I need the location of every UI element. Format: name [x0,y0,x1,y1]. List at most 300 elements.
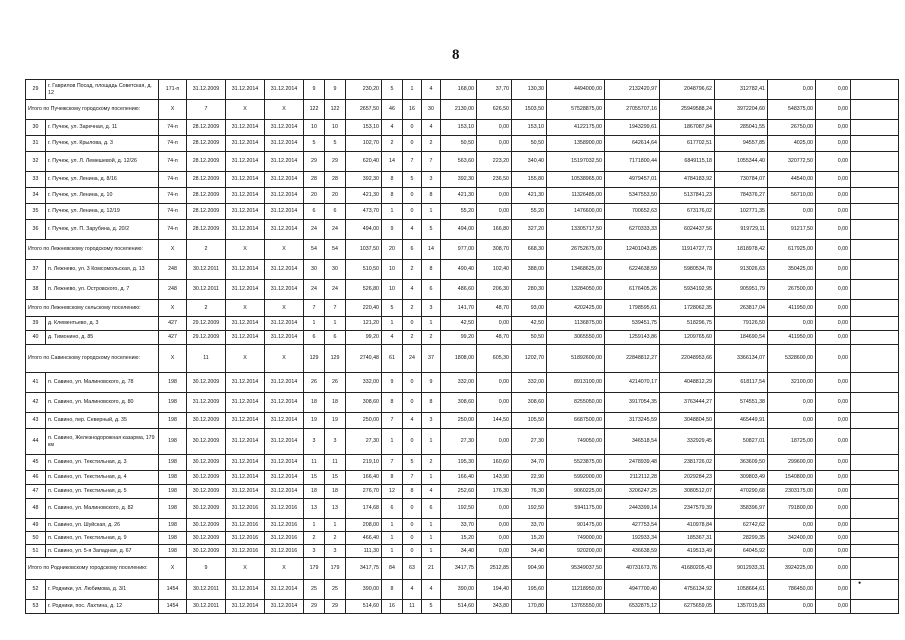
cell-c1: 20 [304,188,325,204]
cell-d3: 31.12.2014 [265,204,304,220]
cell-p3: 6 [422,280,441,300]
cell-doc: 198 [159,499,187,519]
empty-cell [851,220,899,240]
cell-n: 41 [26,373,46,393]
table-row [26,393,899,413]
cell-s4: 28299,35 [715,532,768,545]
cell-a2: 494,00 [441,220,477,240]
cell-a1: 2657,50 [346,100,382,120]
cell-s4: 102771,35 [715,204,768,220]
cell-p3: 1 [422,545,441,558]
cell-p1: 7 [382,455,403,471]
cell-d2: 31.12.2014 [226,152,265,172]
cell-s2: 4947700,40 [605,580,660,600]
cell-a4: 192,50 [512,499,547,519]
cell-d1: 30.12.2009 [187,373,226,393]
cell-s2: 6532875,12 [605,600,660,614]
cell-d3: 31.12.2014 [265,600,304,614]
table-row [26,413,899,429]
cell-a3: 37,70 [477,80,512,100]
cell-a2: 390,00 [441,580,477,600]
scan-dot: • [858,578,862,588]
cell-s5: 44540,00 [768,172,816,188]
cell-a4: 27,30 [512,429,547,455]
cell-s3: 11914727,73 [660,240,715,260]
cell-s3: 41680205,43 [660,558,715,580]
cell-p3: 7 [422,152,441,172]
cell-s5: 0,00 [768,317,816,331]
cell-s5: 342400,00 [768,532,816,545]
cell-addr: г. Пучеж, ул. Ленина, д. 12/19 [46,204,159,220]
cell-s3: 673176,02 [660,204,715,220]
cell-a2: 141,70 [441,300,477,317]
cell-c1: 28 [304,172,325,188]
cell-c1: 3 [304,545,325,558]
cell-c2: 179 [325,558,346,580]
cell-n: 37 [26,260,46,280]
cell-p1: 1 [382,204,403,220]
cell-s5: 548375,00 [768,100,816,120]
empty-cell [851,152,899,172]
cell-s3: 419513,49 [660,545,715,558]
cell-s1: 10538965,00 [547,172,605,188]
cell-n: 38 [26,280,46,300]
cell-c2: 19 [325,413,346,429]
empty-cell [851,455,899,471]
cell-d2: 31.12.2014 [226,600,265,614]
cell-p3: 5 [422,600,441,614]
cell-s1: 4494000,00 [547,80,605,100]
cell-p2: 0 [403,499,422,519]
cell-a2: 252,60 [441,485,477,499]
cell-d1: 28.12.2009 [187,152,226,172]
cell-s6: 0,00 [816,280,851,300]
cell-s4: 263817,04 [715,300,768,317]
cell-d3: 31.12.2014 [265,188,304,204]
cell-p1: 6 [382,499,403,519]
cell-s5: 267500,00 [768,280,816,300]
cell-s6: 0,00 [816,545,851,558]
cell-n: 40 [26,331,46,345]
cell-s4: 3972204,60 [715,100,768,120]
cell-a4: 195,60 [512,580,547,600]
table-row [26,136,899,152]
cell-p3: 37 [422,345,441,373]
cell-p3: 30 [422,100,441,120]
cell-n: 29 [26,80,46,100]
cell-s2: 3917054,35 [605,393,660,413]
cell-s6: 0,00 [816,100,851,120]
empty-cell [851,317,899,331]
cell-c1: 24 [304,220,325,240]
cell-d1: 29.12.2009 [187,331,226,345]
cell-s6: 0,00 [816,120,851,136]
cell-d3: 31.12.2014 [265,172,304,188]
cell-s2: 5347553,50 [605,188,660,204]
cell-s2: 427753,54 [605,519,660,532]
cell-s2: 2478939,48 [605,455,660,471]
cell-c1: 11 [304,455,325,471]
cell-a4: 668,30 [512,240,547,260]
cell-s5: 320772,50 [768,152,816,172]
cell-s5: 26750,00 [768,120,816,136]
cell-p1: 9 [382,373,403,393]
cell-doc: 74-п [159,204,187,220]
empty-cell [851,80,899,100]
cell-c1: 2 [304,532,325,545]
cell-s6: 0,00 [816,152,851,172]
cell-d1: 7 [187,100,226,120]
cell-s4: 312782,41 [715,80,768,100]
cell-addr: п. Савино, ул. Текстильная, д. 3 [46,455,159,471]
cell-addr: п. Савино, ул. Текстильная, д. 9 [46,532,159,545]
empty-cell [851,136,899,152]
cell-doc: X [159,345,187,373]
table-row [26,499,899,519]
cell-a1: 620,40 [346,152,382,172]
empty-cell [851,499,899,519]
cell-d1: 30.12.2009 [187,532,226,545]
cell-c1: 3 [304,429,325,455]
cell-d2: 31.12.2014 [226,413,265,429]
cell-a3: 223,20 [477,152,512,172]
cell-s3: 3048804,50 [660,413,715,429]
cell-c2: 54 [325,240,346,260]
cell-d2: 31.12.2014 [226,260,265,280]
cell-s5: 0,00 [768,413,816,429]
cell-c1: 15 [304,471,325,485]
cell-p3: 1 [422,471,441,485]
cell-c2: 26 [325,373,346,393]
cell-p3: 5 [422,220,441,240]
cell-s4: 79126,50 [715,317,768,331]
cell-p1: 12 [382,485,403,499]
cell-d1: 28.12.2009 [187,204,226,220]
cell-p1: 1 [382,429,403,455]
cell-a3: 308,70 [477,240,512,260]
cell-a1: 526,80 [346,280,382,300]
cell-addr: п. Савино, ул. Малиновского, д. 80 [46,393,159,413]
cell-addr: п. Савино, ул. Малиновского, д. 82 [46,499,159,519]
cell-n: 52 [26,580,46,600]
cell-d3: 31.12.2014 [265,413,304,429]
cell-s4: 574551,38 [715,393,768,413]
cell-n: 39 [26,317,46,331]
cell-s3: 5934192,95 [660,280,715,300]
empty-cell [851,331,899,345]
cell-p1: 8 [382,471,403,485]
cell-c2: 122 [325,100,346,120]
cell-c2: 3 [325,429,346,455]
cell-s4: 309803,49 [715,471,768,485]
cell-s5: 32100,00 [768,373,816,393]
cell-n: 51 [26,545,46,558]
cell-a2: 33,70 [441,519,477,532]
cell-doc: 198 [159,471,187,485]
cell-s2: 436638,59 [605,545,660,558]
cell-a4: 76,30 [512,485,547,499]
cell-p3: 3 [422,172,441,188]
cell-a1: 219,10 [346,455,382,471]
cell-p3: 3 [422,300,441,317]
cell-p2: 8 [403,485,422,499]
cell-s5: 4025,00 [768,136,816,152]
empty-cell [851,373,899,393]
cell-s5: 0,00 [768,600,816,614]
cell-d1: 28.12.2009 [187,220,226,240]
cell-a4: 153,10 [512,120,547,136]
cell-p3: 1 [422,204,441,220]
cell-s6: 0,00 [816,188,851,204]
table-row [26,280,899,300]
cell-p3: 2 [422,331,441,345]
cell-doc: 198 [159,455,187,471]
cell-a3: 176,30 [477,485,512,499]
table-total-row [26,240,899,260]
cell-addr: п. Савино, ул. Текстильная, д. 4 [46,471,159,485]
cell-a3: 605,30 [477,345,512,373]
cell-c2: 1 [325,317,346,331]
cell-p3: 9 [422,373,441,393]
cell-s4: 470290,68 [715,485,768,499]
cell-n: 49 [26,519,46,532]
cell-p2: 4 [403,413,422,429]
cell-d1: 30.12.2011 [187,600,226,614]
cell-a1: 473,70 [346,204,382,220]
cell-s5: 0,00 [768,545,816,558]
cell-c1: 6 [304,331,325,345]
cell-a3: 0,00 [477,188,512,204]
cell-a1: 99,20 [346,331,382,345]
cell-s1: 1476600,00 [547,204,605,220]
cell-p1: 16 [382,600,403,614]
cell-s4: 358396,97 [715,499,768,519]
cell-d2: 31.12.2014 [226,220,265,240]
cell-p1: 5 [382,80,403,100]
cell-d2: 31.12.2016 [226,532,265,545]
cell-a3: 166,80 [477,220,512,240]
cell-d3: 31.12.2014 [265,317,304,331]
cell-a1: 220,40 [346,300,382,317]
cell-p1: 4 [382,120,403,136]
cell-a1: 111,30 [346,545,382,558]
cell-s5: 299600,00 [768,455,816,471]
cell-s5: 0,00 [768,204,816,220]
cell-n: 30 [26,120,46,136]
cell-n: 44 [26,429,46,455]
cell-a1: 166,40 [346,471,382,485]
cell-a1: 332,00 [346,373,382,393]
cell-s2: 539451,75 [605,317,660,331]
cell-a1: 2740,48 [346,345,382,373]
cell-a3: 0,00 [477,317,512,331]
cell-s4: 1058664,61 [715,580,768,600]
cell-p2: 0 [403,317,422,331]
cell-a4: 332,00 [512,373,547,393]
cell-d1: 2 [187,300,226,317]
cell-p1: 8 [382,188,403,204]
cell-p1: 10 [382,280,403,300]
cell-s6: 0,00 [816,317,851,331]
cell-d2: 31.12.2014 [226,136,265,152]
table-row [26,204,899,220]
cell-n: 36 [26,220,46,240]
cell-d3: X [265,345,304,373]
cell-s4: 784376,27 [715,188,768,204]
cell-p2: 2 [403,260,422,280]
cell-doc: 248 [159,260,187,280]
cell-s3: 5137841,23 [660,188,715,204]
cell-d3: 31.12.2014 [265,331,304,345]
cell-s2: 4979457,01 [605,172,660,188]
cell-s5: 0,00 [768,393,816,413]
cell-c1: 29 [304,152,325,172]
cell-a1: 153,10 [346,120,382,136]
cell-s3: 410978,84 [660,519,715,532]
cell-d2: X [226,300,265,317]
cell-s3: 6275659,05 [660,600,715,614]
cell-s1: 901475,00 [547,519,605,532]
cell-doc: 427 [159,317,187,331]
cell-s2: 3173245,59 [605,413,660,429]
cell-a4: 15,20 [512,532,547,545]
cell-p3: 14 [422,240,441,260]
cell-d2: 31.12.2014 [226,455,265,471]
cell-p3: 1 [422,532,441,545]
cell-a3: 143,90 [477,471,512,485]
cell-c2: 18 [325,393,346,413]
cell-s2: 2112112,28 [605,471,660,485]
cell-s4: 64045,92 [715,545,768,558]
table-total-row [26,345,899,373]
cell-s1: 749050,00 [547,429,605,455]
cell-a1: 121,20 [346,317,382,331]
cell-d2: X [226,240,265,260]
cell-a1: 1037,50 [346,240,382,260]
cell-p3: 1 [422,317,441,331]
cell-d2: 31.12.2014 [226,485,265,499]
cell-p2: 6 [403,240,422,260]
cell-p1: 1 [382,545,403,558]
cell-a1: 390,00 [346,580,382,600]
table-row [26,471,899,485]
cell-s6: 0,00 [816,532,851,545]
table-row [26,580,899,600]
cell-d1: 30.12.2011 [187,260,226,280]
cell-s6: 0,00 [816,413,851,429]
table-row [26,172,899,188]
cell-d1: 28.12.2009 [187,172,226,188]
cell-a3: 144,50 [477,413,512,429]
cell-d2: 31.12.2014 [226,331,265,345]
cell-s3: 2381726,02 [660,455,715,471]
cell-a2: 514,60 [441,600,477,614]
cell-n: 53 [26,600,46,614]
page-number: 8 [452,47,460,63]
cell-s1: 9060225,00 [547,485,605,499]
cell-a3: 0,00 [477,120,512,136]
cell-s3: 332929,45 [660,429,715,455]
empty-cell [851,280,899,300]
cell-a1: 392,30 [346,172,382,188]
cell-p2: 2 [403,300,422,317]
cell-s6: 0,00 [816,485,851,499]
cell-s1: 3065550,00 [547,331,605,345]
cell-addr: Итого по Родниковскому городскому поселению: [26,558,159,580]
cell-s6: 0,00 [816,300,851,317]
cell-s3: 2048796,62 [660,80,715,100]
cell-addr: п. Савино, ул. Шуйская, д. 26 [46,519,159,532]
cell-d3: 31.12.2014 [265,580,304,600]
cell-d3: 31.12.2014 [265,220,304,240]
table-total-row [26,558,899,580]
cell-a1: 230,20 [346,80,382,100]
cell-d2: 31.12.2016 [226,499,265,519]
cell-addr: г. Пучеж, ул. Крылова, д. 3 [46,136,159,152]
cell-n: 33 [26,172,46,188]
cell-p2: 4 [403,280,422,300]
cell-p2: 0 [403,204,422,220]
cell-doc: 198 [159,413,187,429]
cell-s5: 18725,00 [768,429,816,455]
cell-p1: 14 [382,152,403,172]
cell-a4: 280,30 [512,280,547,300]
cell-a2: 195,30 [441,455,477,471]
table-row [26,331,899,345]
cell-c2: 25 [325,580,346,600]
cell-s3: 4048812,29 [660,373,715,393]
cell-s1: 6687500,00 [547,413,605,429]
empty-cell [851,600,899,614]
cell-s2: 6270333,33 [605,220,660,240]
cell-p3: 4 [422,485,441,499]
cell-s6: 0,00 [816,331,851,345]
cell-c2: 7 [325,300,346,317]
cell-d3: 31.12.2014 [265,152,304,172]
cell-d2: 31.12.2014 [226,471,265,485]
cell-s1: 26752675,00 [547,240,605,260]
cell-c1: 19 [304,413,325,429]
cell-s6: 0,00 [816,600,851,614]
cell-a1: 308,60 [346,393,382,413]
cell-d1: 28.12.2009 [187,188,226,204]
cell-p2: 7 [403,471,422,485]
cell-d2: 31.12.2014 [226,80,265,100]
cell-s1: 8913100,00 [547,373,605,393]
cell-c2: 15 [325,471,346,485]
cell-s4: 184690,54 [715,331,768,345]
cell-d2: 31.12.2014 [226,373,265,393]
cell-s2: 7171800,44 [605,152,660,172]
cell-addr: п. Лежнево, ул. Островского, д. 7 [46,280,159,300]
table-row [26,455,899,471]
cell-s1: 11326485,00 [547,188,605,204]
cell-a4: 50,50 [512,331,547,345]
cell-a3: 0,00 [477,136,512,152]
cell-d1: 30.12.2011 [187,280,226,300]
cell-d3: 31.12.2016 [265,545,304,558]
cell-s2: 40731673,76 [605,558,660,580]
cell-addr: Итого по Савинскому городскому поселению: [26,345,159,373]
cell-d2: 31.12.2014 [226,280,265,300]
cell-c1: 54 [304,240,325,260]
cell-p2: 5 [403,455,422,471]
cell-a2: 486,60 [441,280,477,300]
cell-addr: г. Гаврилов Посад, площадь Советская, д. 12 [46,80,159,100]
cell-s5: 5328600,00 [768,345,816,373]
cell-doc: 74-п [159,220,187,240]
cell-s3: 4784183,92 [660,172,715,188]
